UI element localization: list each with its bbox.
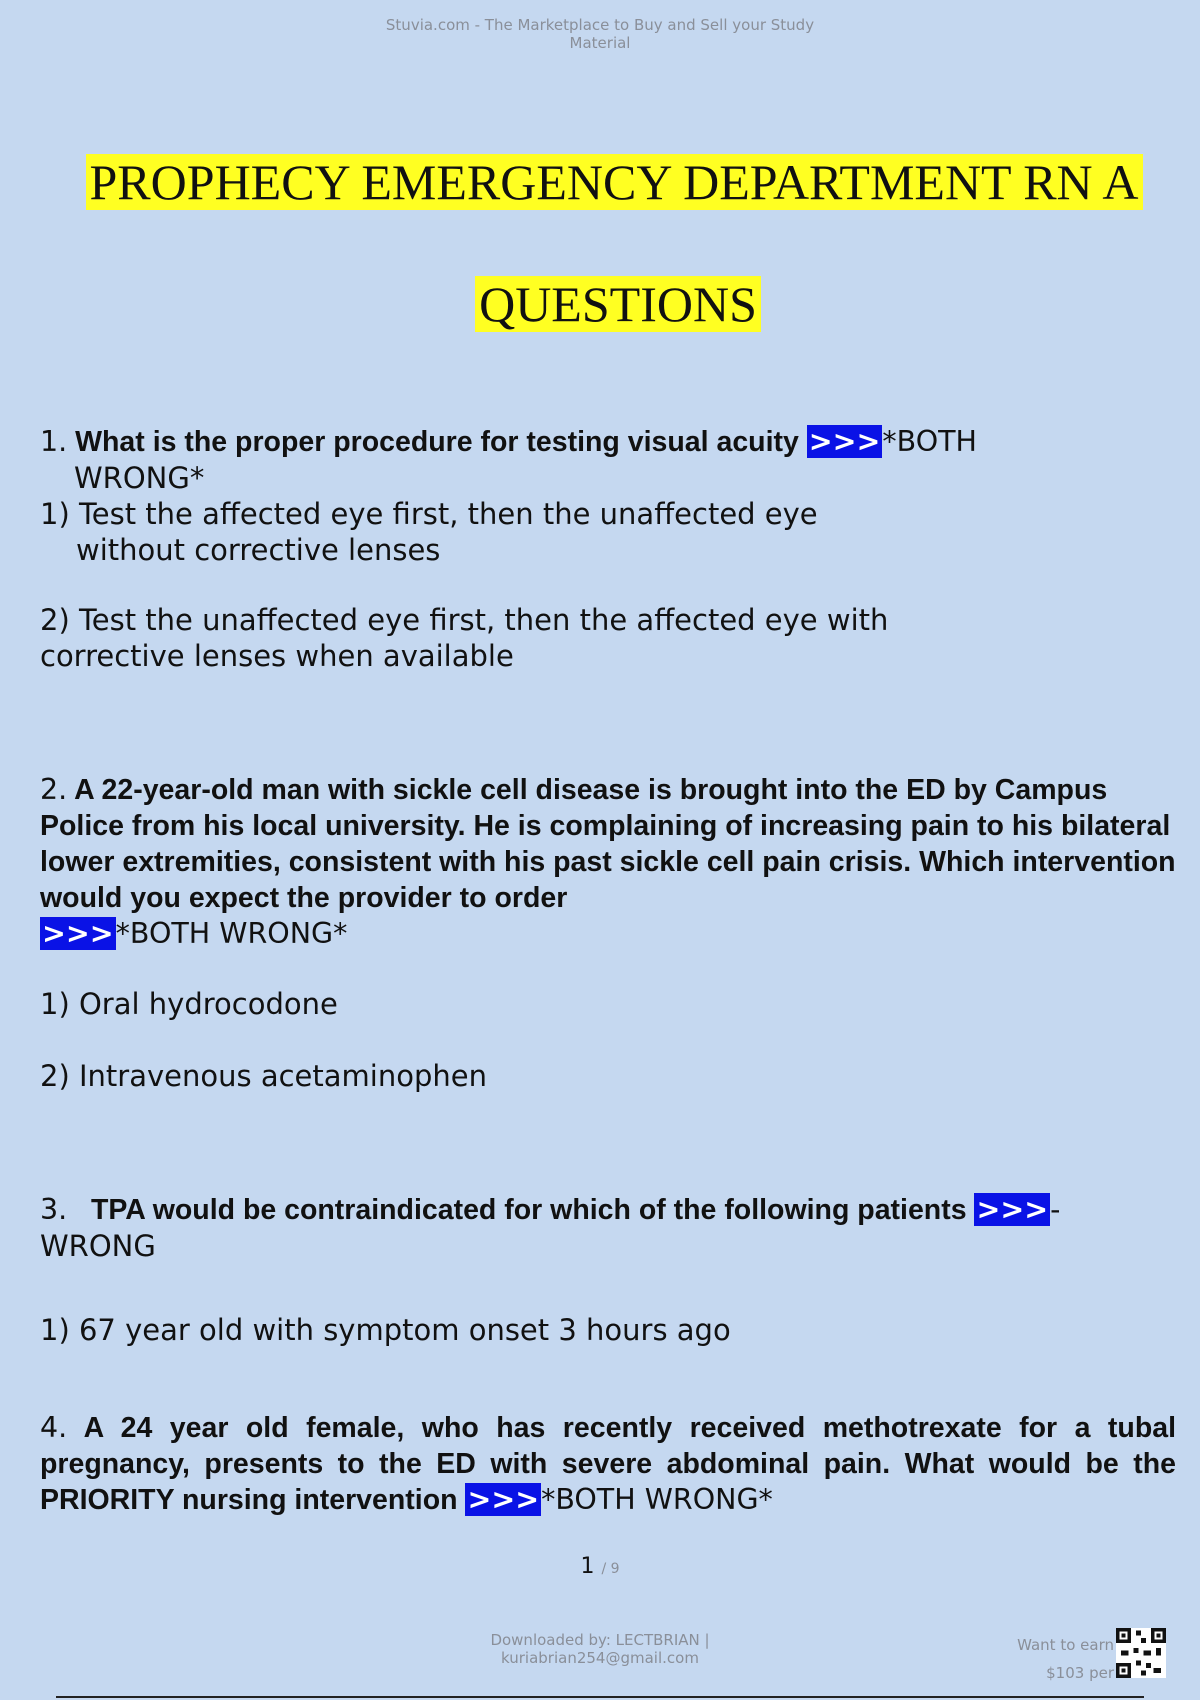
download-footer [450, 1631, 750, 1667]
question-number: 3. [40, 1193, 68, 1226]
answer-tag: - [1050, 1193, 1061, 1226]
answer-arrow-marker: >>> [467, 1483, 540, 1516]
title-text-2: QUESTIONS [475, 276, 761, 332]
page-total: / 9 [601, 1561, 620, 1577]
question-1 [40, 424, 1176, 674]
question-number: 2. [40, 773, 68, 806]
question-text: A 22-year-old man with sickle cell disease is brought into the ED by Campus Police from his local university. He is complaining of increasing pain to his bilateral lower extremities, consistent with his past sickle cell pain crisis. Which intervention would you expect the provider to order [40, 774, 1176, 914]
question-text: A 24 year old female, who has recently received methotrexate for a tubal pregnancy, presents to the ED with severe abdominal pain. What would be the PRIORITY nursing intervention [40, 1412, 1176, 1516]
header-line-1: Stuvia.com - The Marketplace to Buy and Sell your Study [385, 16, 815, 34]
option-1: 1) 67 year old with symptom onset 3 hours ago [40, 1313, 731, 1347]
question-2 [40, 772, 1176, 1094]
earn-line-1: Want to earn [1017, 1636, 1114, 1654]
answer-arrow-marker: >>> [42, 917, 114, 950]
site-header [0, 16, 1200, 52]
option-2: 2) Intravenous acetaminophen [40, 1059, 487, 1093]
question-4-stem [40, 1410, 1176, 1518]
option-2-line-1: 2) Test the unaffected eye first, then the affected eye with [40, 603, 889, 637]
document-title-line-2 [18, 272, 1200, 336]
footer-divider [56, 1696, 1144, 1698]
option-1-line-2: without corrective lenses [76, 533, 441, 567]
header-line-2: Material [569, 34, 631, 52]
downloaded-by: Downloaded by: LECTBRIAN | [490, 1631, 710, 1649]
option-2-line-2: corrective lenses when available [40, 639, 514, 673]
question-text: TPA would be contraindicated for which of the following patients [90, 1194, 967, 1226]
page-number [0, 1554, 1200, 1579]
question-3-stem [40, 1192, 1176, 1228]
question-1-stem [40, 424, 1176, 460]
downloader-email: kuriabrian254@gmail.com [501, 1649, 699, 1667]
question-4 [40, 1410, 1176, 1518]
question-2-stem [40, 772, 1176, 952]
answer-tag-continued: WRONG [40, 1229, 156, 1263]
title-text-1: PROPHECY EMERGENCY DEPARTMENT RN A [86, 154, 1143, 210]
answer-tag: *BOTH WRONG* [115, 917, 348, 950]
earn-line-2: $103 per [1046, 1664, 1114, 1682]
page-current: 1 [580, 1554, 595, 1579]
earn-promo[interactable] [1017, 1631, 1114, 1687]
answer-arrow-marker: >>> [976, 1193, 1049, 1226]
answer-tag: *BOTH [882, 425, 977, 458]
question-number: 1. [40, 425, 68, 458]
answer-tag: *BOTH WRONG* [541, 1483, 773, 1516]
option-1: 1) Oral hydrocodone [40, 987, 338, 1021]
question-3 [40, 1192, 1176, 1348]
answer-tag-continued: WRONG* [74, 461, 205, 495]
qr-code-icon[interactable] [1116, 1628, 1166, 1678]
question-text: What is the proper procedure for testing visual acuity [75, 426, 799, 458]
question-number: 4. [40, 1411, 68, 1444]
document-title-line-1 [14, 150, 1200, 214]
answer-arrow-marker: >>> [808, 425, 881, 458]
option-1-line-1: 1) Test the affected eye first, then the unaffected eye [40, 497, 818, 531]
